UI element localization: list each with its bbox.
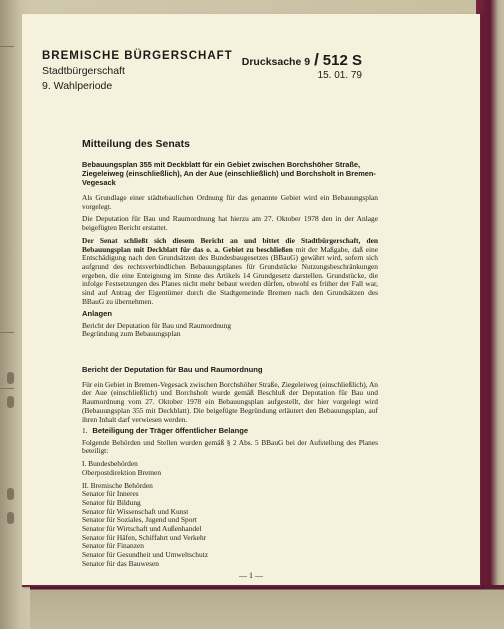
authority-item: Senator für Bildung	[82, 497, 141, 507]
anlage-item: Begründung zum Bebauungsplan	[82, 329, 181, 339]
section-1-text: Folgende Behörden und Stellen wurden gemäß § 2 Abs. 5 BBauG bei der Aufstellung des Planes beteiligt:	[82, 437, 378, 456]
org-name: BREMISCHE BÜRGERSCHAFT	[42, 50, 233, 62]
resolution-rest: mit der Maßgabe, daß eine Entschädigung nach den Grundsätzen des Bundesbaugesetzes (BBauG) gewährt wird, sofern sich aufgrund des rechtsverbindlichen Bebauungsplanes für Grundstücke Nutzungsbeschränkungen ergeben, die eine Enteignung im Sinne des Artikels 14 Grundgesetz darstellen. Grundstücke, die infolge Festsetzungen des Planes nicht mehr bebaut werden dürfen, obwohl es früher der Fall war, sind auf Antrag der Eigentümer durch die Stadtgemeinde Bremen nach den Grundsätzen des BBauG zu übernehmen.	[82, 244, 378, 306]
spine-mark	[0, 46, 14, 47]
drucksache-number: 512 S	[322, 52, 362, 69]
org-subtitle: Stadtbürgerschaft	[42, 65, 125, 77]
document-subject: Bebauungsplan 355 mit Deckblatt für ein Gebiet zwischen Borchshöher Straße, Ziegeleiweg (einschließlich), An der Aue (einschließlich) und Borchsholt in Bremen-Vegesack	[82, 160, 376, 187]
punch-hole	[7, 488, 14, 500]
page-number: — 1 —	[239, 571, 263, 580]
authority-item: Senator für Finanzen	[82, 541, 144, 551]
authority-item: Senator für Wissenschaft und Kunst	[82, 506, 189, 516]
binder-cover-bottom	[30, 585, 504, 629]
anlagen-section	[82, 310, 378, 339]
authority-item: Senator für Wirtschaft und Außenhandel	[82, 524, 202, 534]
authority-item: Senator für Gesundheit und Umweltschutz	[82, 550, 209, 560]
document-date: 15. 01. 79	[317, 70, 362, 81]
section-1	[82, 427, 378, 569]
drucksache-slash: /	[314, 50, 319, 69]
spine-mark	[0, 388, 14, 389]
authority-item: Oberpostdirektion Bremen	[82, 467, 162, 477]
paragraph: Die Deputation für Bau und Raumordnung hat hierzu am 27. Oktober 1978 den in der Anlage beigefügten Bericht erstattet.	[82, 214, 378, 233]
document-number	[242, 50, 362, 70]
section-1-title: Beteiligung der Träger öffentlicher Belange	[92, 426, 249, 435]
resolution-bold: Der Senat schließt sich diesem Bericht an und bittet die Stadtbürgerschaft, den Bebauungsplan mit Deckblatt für das o. a. Gebiet zu beschließen	[82, 235, 378, 254]
paragraph: Als Grundlage einer städtebaulichen Ordnung für das genannte Gebiet wird ein Bebauungsplan vorgelegt.	[82, 193, 378, 211]
authority-item: Senator für Inneres	[82, 489, 139, 499]
spine-mark	[0, 332, 14, 333]
punch-hole	[7, 512, 14, 524]
document-title: Mitteilung des Senats	[82, 138, 190, 150]
document-page	[22, 14, 482, 587]
legislative-period: 9. Wahlperiode	[42, 80, 113, 92]
authority-item: Senator für das Bauwesen	[82, 558, 159, 568]
letterhead	[42, 50, 233, 92]
section-1-heading	[82, 427, 378, 436]
binder-spine	[0, 0, 20, 629]
bericht-text: Für ein Gebiet in Bremen-Vegesack zwischen Borchshöher Straße, Ziegeleiweg (einschließlich), An der Aue (einschließlich) und Borchsholt wurde gemäß Beschluß der Deputation für Bau und Raumordnung vom 27. Oktober 1978 ein Bebauungsplan aufgestellt, der hier vorgelegt wird (Bebauungsplan 355 mit Deckblatt). Die beigefügte Begründung erläutert den Bebauungsplan, auf ihren Inhalt darf verwiesen werden.	[82, 379, 378, 424]
drucksache-label: Drucksache 9	[241, 56, 311, 68]
punch-hole	[7, 372, 14, 384]
group-title: II. Bremische Behörden	[82, 480, 153, 490]
senate-text	[82, 194, 378, 310]
anlagen-heading: Anlagen	[82, 309, 112, 318]
authority-item: Senator für Häfen, Schiffahrt und Verkehr	[82, 532, 207, 542]
group-title: I. Bundesbehörden	[82, 459, 138, 469]
section-1-number: 1.	[82, 426, 88, 435]
authority-item: Senator für Soziales, Jugend und Sport	[82, 515, 197, 525]
bericht-heading: Bericht der Deputation für Bau und Raumordnung	[82, 365, 263, 374]
anlage-item: Bericht der Deputation für Bau und Raumordnung	[82, 320, 232, 330]
bericht-section	[82, 366, 378, 428]
punch-hole	[7, 396, 14, 408]
paragraph-resolution	[82, 237, 378, 307]
